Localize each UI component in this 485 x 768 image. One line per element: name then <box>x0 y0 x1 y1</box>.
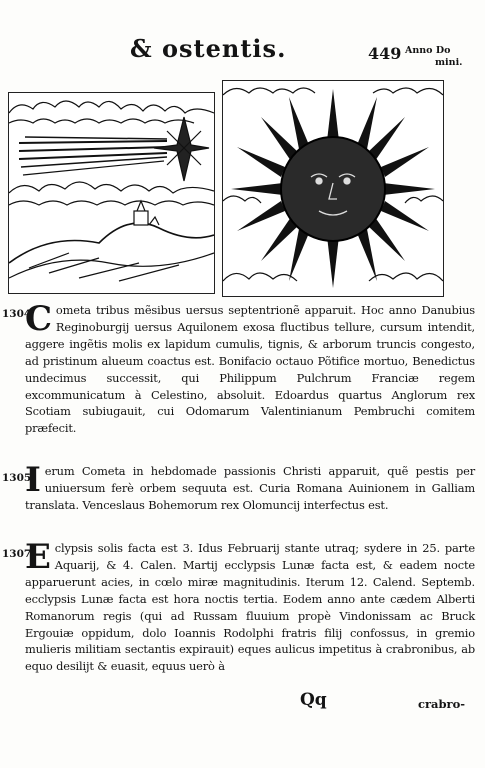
chronicle-entry <box>25 299 475 437</box>
page-number: 449 <box>368 44 402 63</box>
running-title: & ostentis. <box>130 34 287 63</box>
drop-cap: I <box>25 460 41 500</box>
entry-text: erum Cometa in hebdomade passionis Christi apparuit, quẽ pestis per uniuersum ferè orbem sequuta est. Curia Romana Auinionem in Galliam translata. Venceslaus Bohemorum rex Olomuncij interfectus est. <box>25 464 475 512</box>
sun-illustration <box>223 81 443 296</box>
margin-heading-line-2: mini. <box>435 57 463 68</box>
margin-heading-line-1: Anno Do <box>405 45 451 56</box>
signature-mark: Qq <box>300 690 327 710</box>
drop-cap: C <box>25 299 52 339</box>
entry-text: ometa tribus mẽsibus uersus septentrionẽ apparuit. Hoc anno Danubius Reginoburgij uersus Aquilonem exosa fluctibus tellure, cursum intendit, aggere ingẽtis molis ex lapidum cumulis, tignis, & arborum truncis congesto, ad pristinum alueum coactus est. Bonifacio octauo Põtifice mortuo, Benedictus undecimus successit, qui Philippum Pulchrum Franciæ regem excommunicatum à Celestino, absoluit. Edoardus quartus Anglorum rex Scotiam subiugauit, cui Odomarum Valentinianum Pembruchi comitem præfecit. <box>25 303 475 436</box>
sun-woodcut <box>222 80 444 297</box>
comet-woodcut <box>8 92 215 294</box>
year-marker: 1307 <box>2 548 32 560</box>
entry-text: clypsis solis facta est 3. Idus Februarij stante utraq; sydere in 25. parte Aquarij, & 4. Calen. Martij ecclypsis Lunæ facta est, & eadem nocte apparuerunt acies, in cœlo miræ magnitudinis. Iterum 12. Calend. Septemb. ecclypsis Lunæ facta est hora noctis tertia. Eodem anno ante cædem Alberti Romanorum regis (qui ad Russam fluuium propè Vindonissam ac Bruck Ergouiæ oppidum, dolo Ioannis Rodolphi fratris filij confossus, in gremio mulieris militiam sectantis expirauit) eques aulicus impetitus à crabronibus, ab equo desilijt & euasit, equus uerò à <box>25 541 475 674</box>
chronicle-entry <box>25 460 475 514</box>
catchword: crabro- <box>418 697 466 711</box>
comet-illustration <box>9 93 214 293</box>
chronicle-entry <box>25 537 475 675</box>
drop-cap: E <box>25 537 51 577</box>
margin-heading <box>405 45 485 69</box>
year-marker: 1304 <box>2 308 32 320</box>
year-marker: 1305 <box>2 472 32 484</box>
